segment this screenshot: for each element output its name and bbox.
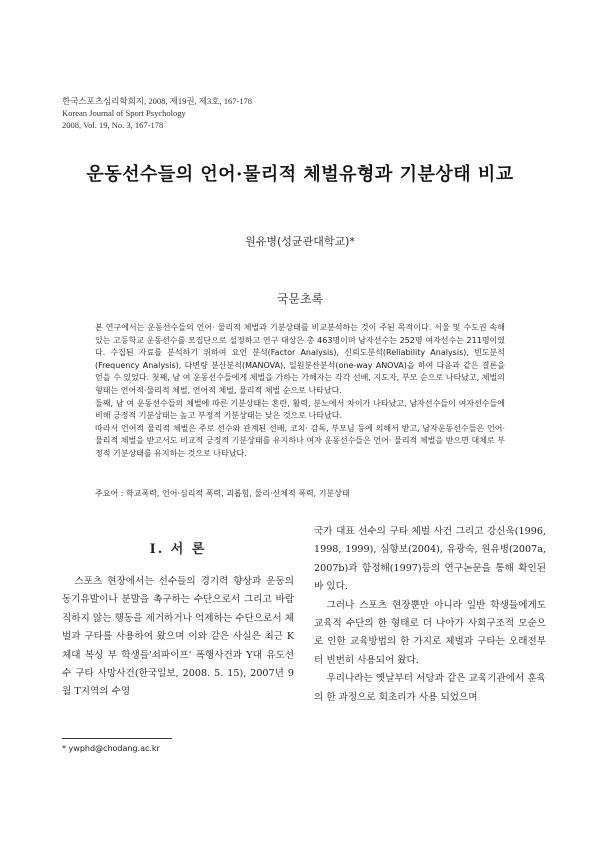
paper-title: 운동선수들의 언어·물리적 체벌유형과 기분상태 비교 <box>86 164 514 185</box>
body-paragraph: 우리나라는 옛날부터 서당과 같은 교육기관에서 훈육의 한 과정으로 회초리가 사용 되었으며 <box>314 673 546 703</box>
author-line: 원유병(성균관대학교)* <box>245 235 355 248</box>
keywords: 주요어 : 학교폭력, 언어·심리적 폭력, 괴롭힘, 물리·신체적 폭력, 기분상태 <box>95 489 350 498</box>
footnote-divider <box>62 738 172 739</box>
journal-line-volume: 2008, Vol. 19, No. 3, 167-178 <box>62 120 164 130</box>
footnote-email: * ywphd@chodang.ac.kr <box>62 744 160 753</box>
journal-line-english: Korean Journal of Sport Psychology <box>62 108 186 118</box>
abstract-paragraph: 따라서 언어적 물리적 체벌은 주로 선수와 관계된 선배, 코치· 감독, 부모님 등에 의해서 받고, 남자운동선수들은 언어· 물리적 체벌을 받고서도 비교적 긍정적 기분상태를 유지하나 여자 운동선수들은 언어· 물리적 체벌을 받으면 대체로 부정적 기분상태를 유지하는 것으로 나타났다. <box>95 423 505 458</box>
section-heading-introduction: Ⅰ. 서 론 <box>149 542 207 557</box>
journal-info <box>62 95 252 131</box>
abstract-paragraph: 본 연구에서는 운동선수들의 언어· 물리적 체벌과 기분상태를 비교분석하는 것이 주된 목적이다. 서울 및 수도권 속해 있는 고등학교 운동선수를 모집단으로 설정하고 연구 대상은 총 463명이며 남자선수는 252명 여자선수는 211명이였다. 수집된 자료를 분석하기 위하여 요인 분석(Factor Analysis), 신뢰도분석(Reliability Analysis), 빈도분석(Frequency Analysis), 다변량 분산분석(MANOVA), 일원분산분석(one-way ANOVA)을 하여 다음과 같은 결론을 얻을 수 있었다. 첫째, 남 여 운동선수들에게 체벌을 가하는 가해자는 각각 선배, 지도자, 부모 순으로 나타났고, 체벌의 형태는 언어적·물리적 체벌, 언어적 체벌, 물리적 체벌 순으로 나타났다. <box>95 323 505 395</box>
body-paragraph: 그러나 스포츠 현장뿐만 아니라 일반 학생들에게도 교육적 수단의 한 형태로 더 나아가 사회구조적 모순으로 인한 교육방법의 한 가지로 체벌과 구타는 오래전부터 빈번히 사용되어 왔다. <box>314 599 546 666</box>
left-column <box>62 523 294 702</box>
abstract-heading: 국문초록 <box>276 292 324 306</box>
body-paragraph: 스포츠 현장에서는 선수들의 경기력 향상과 운동의 동기유발이나 분발을 촉구하는 수단으로서 그리고 바람직하지 않는 행동을 제거하거나 억제하는 수단으로서 체벌과 구타를 사용하여 왔으며 이와 같은 사실은 최근 K체대 복싱 부 학생들'쇠파이프' 폭행사건과 Y대 유도선수 구타 사망사건(한국일보, 2008. 5. 15), 2007년 9월 T지역의 수영 <box>62 576 294 698</box>
journal-line-korean: 한국스포츠심리학회지, 2008, 제19권, 제3호, 167-178 <box>62 96 253 106</box>
right-column <box>314 523 546 707</box>
body-paragraph: 국가 대표 선수의 구타 체벌 사건 그리고 강신욱(1996, 1998, 1999), 심향보(2004), 유광숙, 원유병(2007a, 2007b)과 함정해(1997)등의 연구논문을 통해 확인된바 있다. <box>314 526 546 593</box>
abstract-body <box>95 322 505 461</box>
abstract-paragraph: 둘째, 남 여 운동선수들의 체벌에 따른 기분상태는 혼란, 활력, 분노에서 차이가 나타났고, 남자선수들이 여자선수들에 비해 긍정적 기분상태는 높고 부정적 기분상태는 낮은 것으로 나타났다. <box>95 398 505 421</box>
